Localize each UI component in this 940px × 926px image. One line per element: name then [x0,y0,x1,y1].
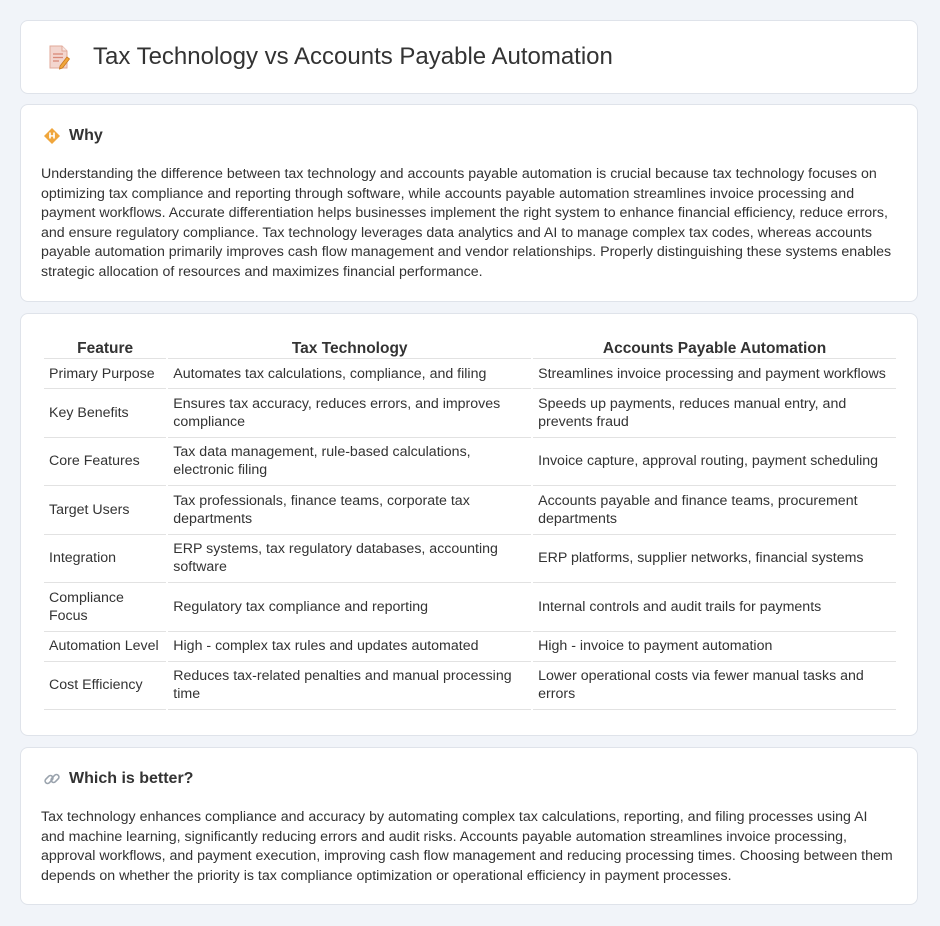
table-cell: ERP systems, tax regulatory databases, accounting software [168,535,531,584]
table-cell: Invoice capture, approval routing, payment scheduling [533,438,896,487]
column-header: Accounts Payable Automation [533,334,896,359]
title-card [20,20,918,94]
table-cell: Compliance Focus [44,583,166,632]
table-cell: Tax professionals, finance teams, corporate tax departments [168,486,531,535]
table-cell: Cost Efficiency [44,662,166,711]
table-cell: ERP platforms, supplier networks, financial systems [533,535,896,584]
table-row [44,632,896,662]
table-cell: Integration [44,535,166,584]
table-cell: Automates tax calculations, compliance, and filing [168,359,531,389]
table-cell: Core Features [44,438,166,487]
table-cell: High - invoice to payment automation [533,632,896,662]
table-cell: Key Benefits [44,389,166,438]
which-is-better-section [20,747,918,905]
better-heading-row [43,770,193,788]
table-cell: Automation Level [44,632,166,662]
table-cell: Accounts payable and finance teams, procurement departments [533,486,896,535]
table-cell: Target Users [44,486,166,535]
column-header: Tax Technology [168,334,531,359]
table-row [44,486,896,535]
table-row [44,359,896,389]
why-text: Understanding the difference between tax technology and accounts payable automation is crucial because tax technology focuses on optimizing tax compliance and reporting through software, while accounts payable automation streamlines invoice processing and payment workflows. Accurate differentiation helps businesses implement the right system to enhance financial efficiency, reduce errors, and ensure regulatory compliance. Tax technology leverages data analytics and AI to manage complex tax codes, whereas accounts payable automation primarily improves cash flow management and vendor relationships. Properly distinguishing these systems enables strategic allocation of resources and maximizes financial performance. [41,166,892,280]
better-heading: Which is better? [69,770,194,787]
why-heading-row [43,127,103,145]
link-icon [43,770,61,788]
comparison-section [20,313,918,736]
table-cell: Speeds up payments, reduces manual entry, and prevents fraud [533,389,896,438]
table-cell: Regulatory tax compliance and reporting [168,583,531,632]
table-cell: Lower operational costs via fewer manual tasks and errors [533,662,896,711]
why-heading: Why [69,127,103,144]
table-cell: High - complex tax rules and updates automated [168,632,531,662]
table-cell: Ensures tax accuracy, reduces errors, and improves compliance [168,389,531,438]
comparison-table [42,334,898,710]
document-pen-icon [47,44,71,70]
table-header-row [44,334,896,359]
table-row [44,389,896,438]
table-row [44,583,896,632]
table-cell: Primary Purpose [44,359,166,389]
column-header: Feature [44,334,166,359]
table-row [44,535,896,584]
table-cell: Internal controls and audit trails for payments [533,583,896,632]
table-cell: Tax data management, rule-based calculations, electronic filing [168,438,531,487]
table-row [44,438,896,487]
page-title: Tax Technology vs Accounts Payable Automation [93,43,613,70]
table-cell: Streamlines invoice processing and payment workflows [533,359,896,389]
diamond-warning-icon [43,127,61,145]
table-cell: Reduces tax-related penalties and manual processing time [168,662,531,711]
why-section [20,104,918,302]
better-text: Tax technology enhances compliance and accuracy by automating complex tax calculations, reporting, and filing processes using AI and machine learning, significantly reducing errors and audit risks. Accounts payable automation streamlines invoice processing, approval workflows, and payment execution, improving cash flow management and reducing processing times. Choosing between them depends on whether the priority is tax compliance optimization or operational efficiency in payment processes. [41,809,893,884]
table-row [44,662,896,711]
